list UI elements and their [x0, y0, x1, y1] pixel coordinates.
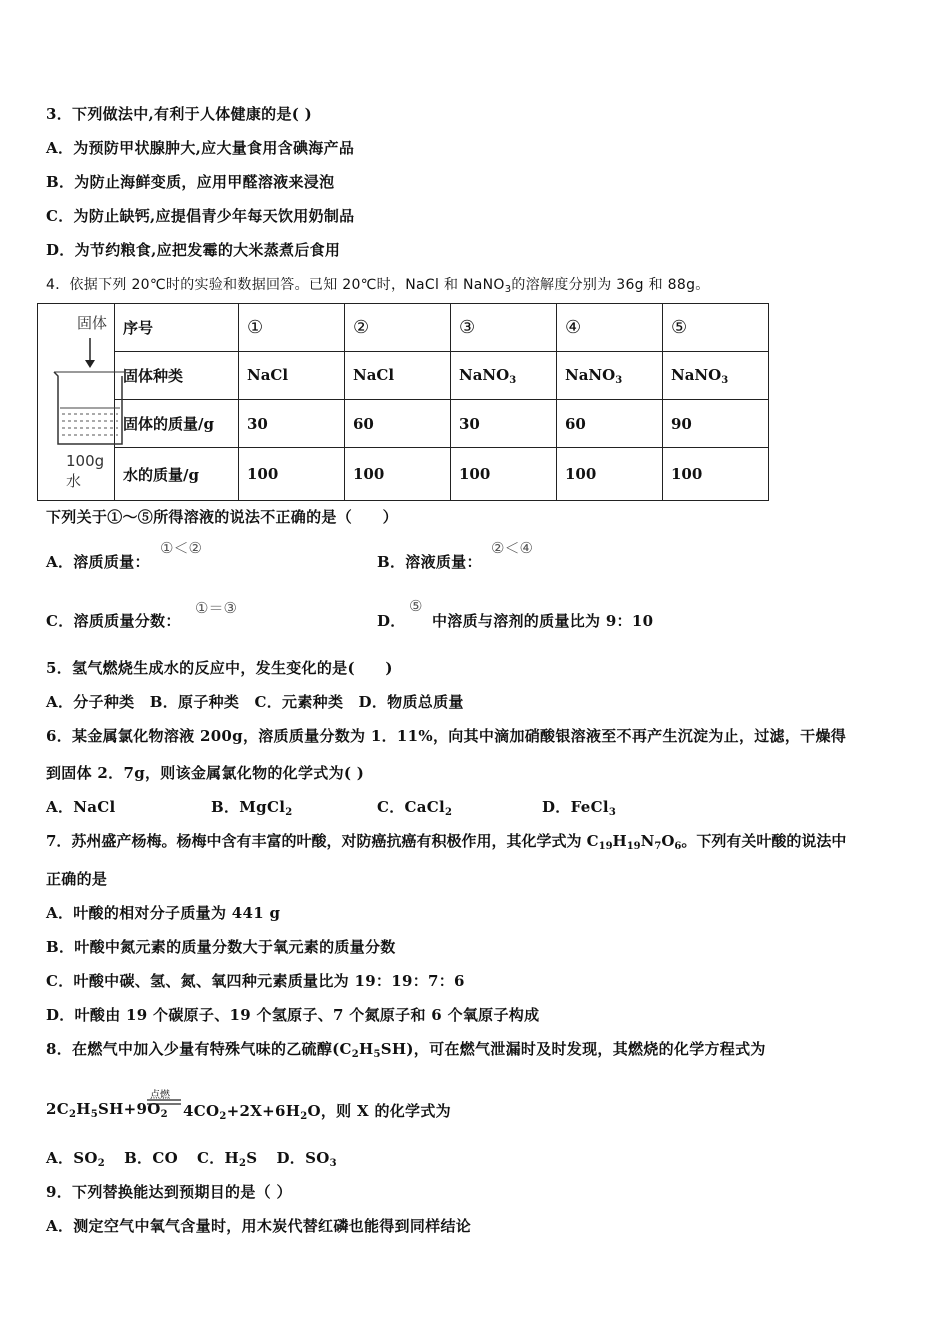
beaker-figure [38, 304, 115, 501]
solid-mass-4: 60 [557, 400, 663, 448]
q4-option-d-circ: ⑤ [409, 597, 423, 615]
solid-mass-5: 90 [663, 400, 769, 448]
experiment-table [37, 303, 769, 501]
id-3: ③ [451, 304, 557, 352]
q4-option-c-expr: ①＝③ [195, 599, 237, 617]
q6-stem-line2: 到固体 2．7g，则该金属氯化物的化学式为( ) [46, 764, 365, 782]
water-mass-5: 100 [663, 448, 769, 501]
q4-question: 下列关于①～⑤所得溶液的说法不正确的是（ ） [46, 508, 398, 526]
solid-mass-label: 固体的质量/g [115, 400, 239, 448]
id-1: ① [239, 304, 345, 352]
q4-option-d-text: 中溶质与溶剂的质量比为 9：10 [432, 612, 654, 630]
solid-mass-1: 30 [239, 400, 345, 448]
water-mass-3: 100 [451, 448, 557, 501]
q5-stem: 5．氢气燃烧生成水的反应中，发生变化的是( ) [46, 659, 393, 677]
q3-option-c: C．为防止缺钙,应提倡青少年每天饮用奶制品 [46, 207, 355, 225]
q6-option-d: D．FeCl$_3$ [542, 798, 617, 818]
water-mass-label: 水的质量/g [115, 448, 239, 501]
q4-option-a-expr: ①＜② [160, 539, 202, 557]
solid-type-3: NaNO$_3$ [451, 352, 557, 400]
water-mass-4: 100 [557, 448, 663, 501]
q4-option-b-expr: ②＜④ [491, 539, 533, 557]
solid-mass-3: 30 [451, 400, 557, 448]
solid-type-2: NaCl [345, 352, 451, 400]
q3-option-d: D．为节约粮食,应把发霉的大米蒸煮后食用 [46, 241, 341, 259]
header-label: 序号 [115, 304, 239, 352]
q7-option-b: B．叶酸中氮元素的质量分数大于氧元素的质量分数 [46, 938, 396, 956]
q6-stem-line1: 6．某金属氯化物溶液 200g，溶质质量分数为 1．11%，向其中滴加硝酸银溶液至不再产生沉淀为止，过滤，干燥得 [46, 727, 847, 745]
q4-option-d-label: D． [377, 612, 406, 630]
q3-stem: 3．下列做法中,有利于人体健康的是( ) [46, 105, 313, 123]
q7-option-a: A．叶酸的相对分子质量为 441 g [46, 904, 281, 922]
q5-options: A．分子种类 B．原子种类 C．元素种类 D．物质总质量 [46, 693, 464, 711]
q8-options: A．$SO_2$ B．CO C．$H_2S$ D．$SO_3$ [46, 1149, 337, 1169]
solid-mass-2: 60 [345, 400, 451, 448]
q6-option-b: B．MgCl$_2$ [211, 798, 293, 818]
q8-stem: 8．在燃气中加入少量有特殊气味的乙硫醇$(C_2H_5SH)$，可在燃气泄漏时及时发现，其燃烧的化学方程式为 [46, 1040, 766, 1060]
id-5: ⑤ [663, 304, 769, 352]
q6-option-a: A．NaCl [46, 798, 116, 816]
water-label: 100g水 [66, 452, 105, 490]
water-mass-1: 100 [239, 448, 345, 501]
solid-label: 固体 [77, 314, 108, 332]
q7-stem-line2: 正确的是 [46, 870, 108, 888]
solid-type-4: NaNO$_3$ [557, 352, 663, 400]
q4-stem: 4．依据下列 20℃时的实验和数据回答。已知 20℃时，NaCl 和 NaNO$_3$的溶解度分别为 36g 和 88g。 [46, 277, 710, 295]
q7-stem-line1: 7．苏州盛产杨梅。杨梅中含有丰富的叶酸，对防癌抗癌有积极作用，其化学式为 $C_{19}H_{19}N_7O_6$。下列有关叶酸的说法中 [46, 832, 847, 852]
q8-equation-right: $4CO_2+2X+6H_2O$，则 X 的化学式为 [183, 1102, 451, 1122]
q9-stem: 9．下列替换能达到预期目的是（ ） [46, 1183, 292, 1201]
solid-type-label: 固体种类 [115, 352, 239, 400]
q9-option-a: A．测定空气中氧气含量时，用木炭代替红磷也能得到同样结论 [46, 1217, 472, 1235]
solid-type-5: NaNO$_3$ [663, 352, 769, 400]
q3-option-a: A．为预防甲状腺肿大,应大量食用含碘海产品 [46, 139, 355, 157]
q6-option-c: C．CaCl$_2$ [377, 798, 453, 818]
q4-option-c-label: C．溶质质量分数： [46, 612, 181, 630]
q3-option-b: B．为防止海鲜变质，应用甲醛溶液来浸泡 [46, 173, 335, 191]
q7-option-d: D．叶酸由 19 个碳原子、19 个氢原子、7 个氮原子和 6 个氧原子构成 [46, 1006, 540, 1024]
id-4: ④ [557, 304, 663, 352]
q7-option-c: C．叶酸中碳、氢、氮、氧四种元素质量比为 19：19：7：6 [46, 972, 465, 990]
reaction-condition: 点燃 [150, 1090, 170, 1101]
id-2: ② [345, 304, 451, 352]
q4-option-b-label: B．溶液质量： [377, 553, 482, 571]
water-mass-2: 100 [345, 448, 451, 501]
q4-option-a-label: A．溶质质量： [46, 553, 150, 571]
solid-type-1: NaCl [239, 352, 345, 400]
q8-equation-left: $2C_2H_5SH+9O_2$ [46, 1100, 168, 1120]
